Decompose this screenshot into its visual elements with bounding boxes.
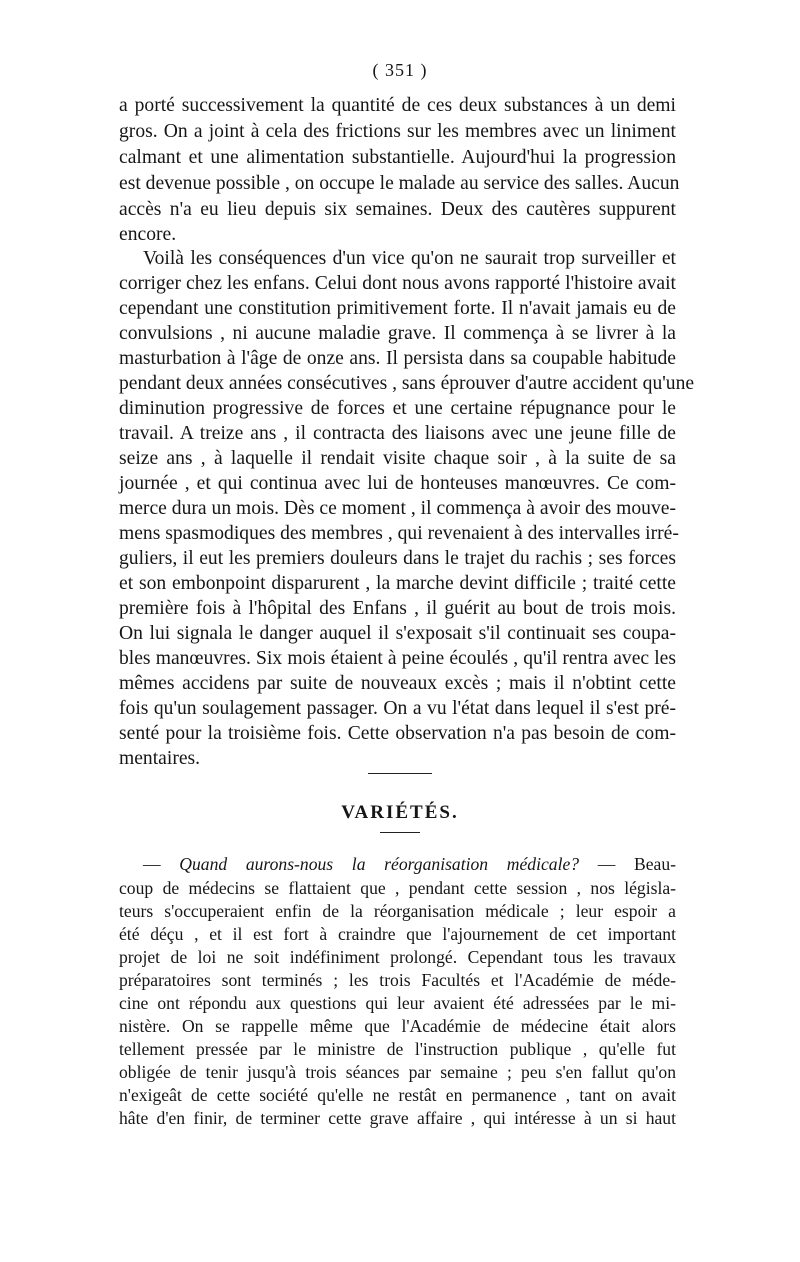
lead-rest: — Beau- [579, 854, 676, 874]
text-line: calmant et une alimentation substantielle. Aujourd'hui la progression [119, 147, 676, 168]
text-line: corriger chez les enfans. Celui dont nous avons rapporté l'histoire avait [119, 273, 676, 294]
title-underline-rule [380, 832, 420, 833]
text-line: pendant deux années consécutives , sans éprouver d'autre accident qu'une [119, 373, 695, 394]
text-line: cine ont répondu aux questions qui leur avaient été adressées par le mi- [119, 993, 676, 1013]
text-line: préparatoires sont terminés ; les trois Facultés et l'Académie de méde- [119, 970, 676, 990]
text-line: travail. A treize ans , il contracta des liaisons avec une jeune fille de [119, 423, 676, 444]
text-line: journée , et qui continua avec lui de honteuses manœuvres. Ce com- [119, 473, 676, 494]
text-line: accès n'a eu lieu depuis six semaines. Deux des cautères suppurent [119, 199, 676, 220]
text-line: merce dura un mois. Dès ce moment , il commença à avoir des mouve- [119, 498, 676, 519]
page-number: ( 351 ) [372, 60, 428, 80]
text-line: nistère. On se rappelle même que l'Académie de médecine était alors [119, 1016, 676, 1036]
section-separator [368, 773, 432, 774]
text-line: a porté successivement la quantité de ces deux substances à un demi [119, 95, 676, 116]
text-line: fois qu'un soulagement passager. On a vu l'état dans lequel il s'est pré- [119, 698, 676, 719]
text-line: Voilà les conséquences d'un vice qu'on ne saurait trop surveiller et [143, 248, 676, 269]
lead-question: Quand aurons-nous la réorganisation médicale? [179, 854, 580, 874]
lead-dash: — [143, 854, 180, 874]
text-line: seize ans , à laquelle il rendait visite chaque soir , à la suite de sa [119, 448, 676, 469]
text-line: masturbation à l'âge de onze ans. Il persista dans sa coupable habitude [119, 348, 676, 369]
text-line: mêmes accidens par suite de nouveaux excès ; mais il n'obtint cette [119, 673, 676, 694]
text-line: été déçu , et il est fort à craindre que l'ajournement de cet important [119, 924, 676, 944]
text-line: gros. On a joint à cela des frictions sur les membres avec un liniment [119, 121, 676, 142]
section-title: VARIÉTÉS. [341, 802, 459, 823]
text-line: convulsions , ni aucune maladie grave. Il commença à se livrer à la [119, 323, 676, 344]
text-line: On lui signala le danger auquel il s'exposait s'il continuait ses coupa- [119, 623, 676, 644]
text-line: bles manœuvres. Six mois étaient à peine écoulés , qu'il rentra avec les [119, 648, 676, 669]
text-line: cependant une constitution primitivement forte. Il n'avait jamais eu de [119, 298, 676, 319]
text-line: mens spasmodiques des membres , qui revenaient à des intervalles irré- [119, 523, 679, 544]
text-line: projet de loi ne soit indéfiniment prolongé. Cependant tous les travaux [119, 947, 676, 967]
text-line: première fois à l'hôpital des Enfans , il guérit au bout de trois mois. [119, 598, 676, 619]
text-line: hâte d'en finir, de terminer cette grave affaire , qui intéresse à un si haut [119, 1108, 676, 1128]
text-line-lead [143, 852, 676, 876]
text-line: guliers, il eut les premiers douleurs dans le trajet du rachis ; ses forces [119, 548, 676, 569]
text-line: senté pour la troisième fois. Cette observation n'a pas besoin de com- [119, 723, 676, 744]
text-line: et son embonpoint disparurent , la marche devint difficile ; traité cette [119, 573, 676, 594]
text-line: n'exigeât de cette société qu'elle ne restât en permanence , tant on avait [119, 1085, 676, 1105]
text-line: tellement pressée par le ministre de l'instruction publique , qu'elle fut [119, 1039, 676, 1059]
text-line: mentaires. [119, 748, 201, 769]
text-line: coup de médecins se flattaient que , pendant cette session , nos législa- [119, 878, 676, 898]
text-line: diminution progressive de forces et une certaine répugnance pour le [119, 398, 676, 419]
text-line: est devenue possible , on occupe le malade au service des salles. Aucun [119, 173, 680, 194]
text-line: teurs s'occuperaient enfin de la réorganisation médicale ; leur espoir a [119, 901, 676, 921]
text-line: obligée de tenir jusqu'à trois séances par semaine ; peu s'en fallut qu'on [119, 1062, 676, 1082]
text-line: encore. [119, 224, 177, 245]
